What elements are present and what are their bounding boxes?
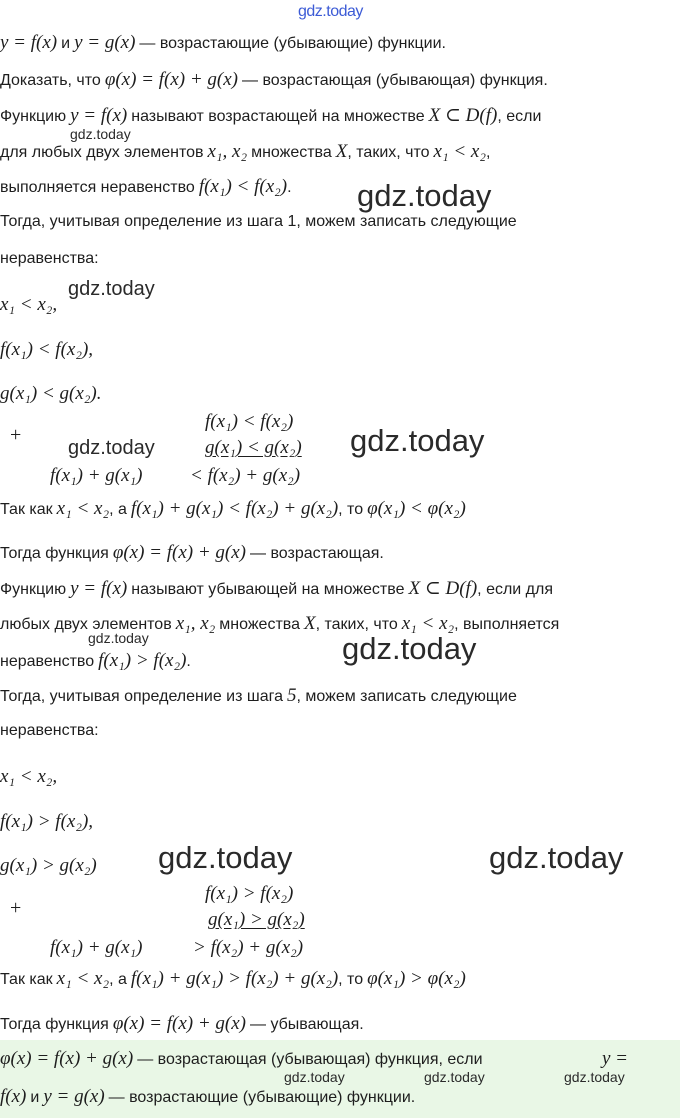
watermark: gdz.today xyxy=(350,423,485,458)
step1-line1 xyxy=(0,104,541,127)
math-expr: φ(x₁) < φ(x₂) xyxy=(367,498,466,519)
sum-top1: f(x₁) < f(x₂) xyxy=(205,411,294,432)
text: , если для xyxy=(477,581,554,598)
step-number: 5 xyxy=(287,685,297,706)
text: , таких, что xyxy=(315,616,398,633)
sum-right: > f(x₂) + g(x₂) xyxy=(193,937,304,958)
step7-line xyxy=(0,968,466,990)
text: — возрастающие (убывающие) функции. xyxy=(108,1089,416,1106)
math-expr: x₁ < x₂ xyxy=(56,498,110,519)
text: , а xyxy=(109,971,127,988)
step2-ineq3: g(x₁) < g(x₂). xyxy=(0,383,102,404)
sum-left: f(x₁) + g(x₁) xyxy=(50,465,143,486)
text: , выполняется xyxy=(454,616,560,633)
step2-ineq1: x₁ < x₂, xyxy=(0,294,58,315)
watermark: gdz.today xyxy=(284,1069,345,1085)
watermark: gdz.today xyxy=(564,1069,625,1085)
text: множества xyxy=(219,616,300,633)
sum-right: < f(x₂) + g(x₂) xyxy=(190,465,301,486)
text: , а xyxy=(109,501,127,518)
step2-ineq2: f(x₁) < f(x₂), xyxy=(0,339,94,360)
text: , то xyxy=(338,971,364,988)
step4-line xyxy=(0,542,384,564)
text: , xyxy=(485,144,491,161)
text: Так как xyxy=(0,501,53,518)
text: выполняется неравенство xyxy=(0,179,195,196)
text: множества xyxy=(251,144,332,161)
prove-line xyxy=(0,69,548,91)
math-expr: f(x₁) + g(x₁) < f(x₂) + g(x₂) xyxy=(130,498,339,519)
plus-sign: + xyxy=(10,897,22,919)
text: , можем записать следующие xyxy=(296,688,517,705)
text: и xyxy=(30,1089,40,1106)
step2-line2: неравенства: xyxy=(0,250,99,267)
step2-line1: Тогда, учитывая определение из шага 1, можем записать следующие xyxy=(0,213,517,230)
math-expr: X xyxy=(303,613,316,634)
text: — возрастающая. xyxy=(250,545,384,562)
step5-line1 xyxy=(0,577,553,600)
watermark: gdz.today xyxy=(489,840,624,875)
watermark: gdz.today xyxy=(70,126,131,142)
math-expr: φ(x) = f(x) + g(x) xyxy=(112,542,247,563)
math-expr: y = g(x) xyxy=(43,1086,105,1107)
sum-top2: g(x₁) < g(x₂) xyxy=(205,437,302,458)
math-expr: φ(x₁) > φ(x₂) xyxy=(367,968,466,989)
text: для любых двух элементов xyxy=(0,144,204,161)
text: — убывающая. xyxy=(250,1016,364,1033)
math-expr: f(x₁) + g(x₁) > f(x₂) + g(x₂) xyxy=(130,968,339,989)
step8-line xyxy=(0,1013,364,1035)
watermark: gdz.today xyxy=(88,630,149,646)
text: и xyxy=(61,35,71,52)
watermark: gdz.today xyxy=(158,840,293,875)
watermark: gdz.today xyxy=(68,437,155,459)
text: Доказать, что xyxy=(0,72,101,89)
text: Тогда функция xyxy=(0,1016,109,1033)
text: , то xyxy=(338,501,364,518)
math-expr: y = g(x) xyxy=(74,32,136,53)
watermark: gdz.today xyxy=(357,178,492,213)
text: — возрастающая (убывающая) функция, если xyxy=(137,1051,483,1068)
text: Так как xyxy=(0,971,53,988)
watermark: gdz.today xyxy=(68,278,155,300)
answer-math-tail: y = xyxy=(602,1048,629,1069)
text: — возрастающая (убывающая) функция. xyxy=(242,72,548,89)
text: Тогда функция xyxy=(0,545,109,562)
step5-line3 xyxy=(0,650,191,672)
math-expr: y = f(x) xyxy=(0,32,58,53)
math-expr: φ(x) = f(x) + g(x) xyxy=(112,1013,247,1034)
math-expr: f(x₁) > f(x₂) xyxy=(98,650,187,671)
math-expr: φ(x) = f(x) + g(x) xyxy=(0,1048,134,1069)
math-expr: x₁ < x₂ xyxy=(56,968,110,989)
text: называют возрастающей на множестве xyxy=(131,108,425,125)
math-expr: x₁, x₂ xyxy=(207,141,248,162)
text: Функцию xyxy=(0,108,67,125)
text: . xyxy=(186,653,191,670)
step1-line3 xyxy=(0,176,292,198)
watermark: gdz.today xyxy=(424,1069,485,1085)
math-expr: X xyxy=(335,141,348,162)
math-expr: y = f(x) xyxy=(70,105,128,126)
text: — возрастающие (убывающие) функции. xyxy=(139,35,446,52)
math-expr: y = f(x) xyxy=(70,578,128,599)
math-expr: X ⊂ D(f) xyxy=(428,105,498,126)
math-expr: f(x) xyxy=(0,1086,27,1107)
sum-top1: f(x₁) > f(x₂) xyxy=(205,883,294,904)
math-expr: f(x₁) < f(x₂) xyxy=(198,176,288,197)
answer-line1 xyxy=(0,1048,483,1070)
watermark-top: gdz.today xyxy=(298,3,363,20)
step6-line2: неравенства: xyxy=(0,722,99,739)
text: , если xyxy=(497,108,542,125)
step3-line xyxy=(0,498,466,520)
math-expr: x₁ < x₂ xyxy=(401,613,455,634)
text: любых двух элементов xyxy=(0,616,172,633)
text: неравенство xyxy=(0,653,95,670)
step6-ineq3: g(x₁) > g(x₂) xyxy=(0,855,97,876)
sum-left: f(x₁) + g(x₁) xyxy=(50,937,143,958)
text: . xyxy=(287,179,292,196)
step6-ineq1: x₁ < x₂, xyxy=(0,766,58,787)
math-expr: X ⊂ D(f) xyxy=(408,578,478,599)
step1-line2 xyxy=(0,141,490,163)
text: Тогда, учитывая определение из шага xyxy=(0,688,283,705)
text: , таких, что xyxy=(347,144,430,161)
condition-line xyxy=(0,32,446,54)
plus-sign: + xyxy=(10,424,22,446)
math-expr: φ(x) = f(x) + g(x) xyxy=(104,69,239,90)
step6-line1 xyxy=(0,685,517,707)
math-expr: x₁, x₂ xyxy=(175,613,216,634)
answer-line2 xyxy=(0,1086,415,1108)
text: называют убывающей на множестве xyxy=(131,581,405,598)
math-expr: x₁ < x₂ xyxy=(433,141,486,162)
step6-ineq2: f(x₁) > f(x₂), xyxy=(0,811,94,832)
text: Функцию xyxy=(0,581,67,598)
watermark: gdz.today xyxy=(342,631,477,666)
sum-top2: g(x₁) > g(x₂) xyxy=(208,909,305,930)
